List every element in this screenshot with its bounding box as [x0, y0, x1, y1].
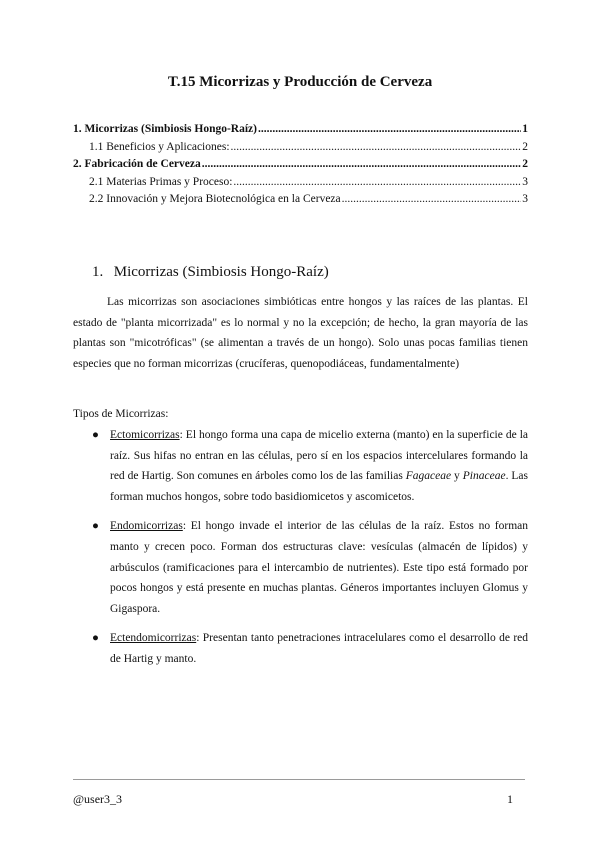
- toc-entry-label: 1.1 Beneficios y Aplicaciones:: [89, 140, 230, 153]
- mycorrhiza-types-list: [92, 425, 528, 679]
- type-term: Ectendomicorrizas: [110, 632, 197, 645]
- section-number: 1.: [92, 264, 104, 280]
- toc-entry-page: 2: [522, 140, 528, 153]
- family-name: Pinaceae: [462, 470, 506, 483]
- types-label: Tipos de Micorrizas:: [73, 408, 169, 420]
- toc-leader-dots: [233, 174, 521, 192]
- bullet-icon: ●: [92, 429, 99, 441]
- family-name: Fagaceae: [405, 470, 452, 483]
- list-item: [92, 516, 528, 619]
- list-item: [92, 628, 528, 669]
- type-description-end: . Las forman muchos hongos, sobre todo basidiomicetos y ascomicetos.: [110, 470, 528, 503]
- toc-entry-page: 1: [522, 123, 528, 135]
- section-heading: [92, 264, 329, 281]
- section-heading-text: Micorrizas (Simbiosis Hongo-Raíz): [113, 264, 329, 280]
- type-description: : El hongo forma una capa de micelio externa (manto) en la superficie de la raíz. Sus hifas no entran en las células, pero sí en los espacios intercelulares formando la red de Hartig. Son comunes en árboles como los de las familias: [110, 429, 528, 483]
- toc-leader-dots: [202, 156, 522, 174]
- footer-divider: [73, 779, 525, 780]
- toc-entry[interactable]: [73, 191, 528, 209]
- bullet-icon: ●: [92, 520, 99, 533]
- toc-entry-label: 2. Fabricación de Cerveza: [73, 158, 201, 170]
- toc-leader-dots: [258, 121, 521, 139]
- toc-entry[interactable]: [73, 139, 528, 157]
- toc-entry-page: 3: [522, 193, 528, 205]
- footer-page-number: 1: [507, 792, 513, 806]
- table-of-contents: [73, 121, 528, 209]
- section-paragraph: Las micorrizas son asociaciones simbióticas entre hongos y las raíces de las plantas. El estado de "planta micorrizada" es lo normal y no la excepción; de hecho, la gran mayoría de las plantas son "micotróficas" (se alimentan a través de un hongo). Solo unas pocas familias tienen especies que no forman micorrizas (crucíferas, quenopodiáceas, fundamentalmente): [73, 296, 528, 370]
- bullet-icon: ●: [92, 632, 99, 645]
- type-description: : El hongo invade el interior de las células de la raíz. Estos no forman manto y crecen poco. Forman dos estructuras clave: vesículas (almacén de lípidos) y arbúsculos (ramificaciones para el intercambio de nutrientes). Este tipo está formado por pocos hongos y está presente en muchas plantas. Géneros importantes incluyen Glomus y Gigaspora.: [110, 520, 528, 615]
- toc-leader-dots: [231, 139, 522, 157]
- toc-entry[interactable]: [73, 156, 528, 174]
- toc-entry-page: 3: [522, 175, 528, 188]
- toc-entry-label: 2.1 Materias Primas y Proceso:: [89, 175, 233, 188]
- toc-entry-page: 2: [522, 158, 528, 170]
- toc-entry[interactable]: [73, 174, 528, 192]
- toc-entry-label: 1. Micorrizas (Simbiosis Hongo-Raíz): [73, 123, 257, 135]
- type-description-connector: y: [451, 470, 463, 483]
- type-term: Ectomicorrizas: [110, 429, 180, 441]
- type-term: Endomicorrizas: [110, 520, 183, 533]
- toc-leader-dots: [342, 191, 522, 209]
- list-item: [92, 425, 528, 507]
- document-title: T.15 Micorrizas y Producción de Cerveza: [167, 74, 433, 90]
- type-description: : Presentan tanto penetraciones intracelulares como el desarrollo de red de Hartig y manto.: [110, 632, 528, 665]
- toc-entry-label: 2.2 Innovación y Mejora Biotecnológica en la Cerveza: [89, 193, 341, 205]
- toc-entry[interactable]: [73, 121, 528, 139]
- footer-author: @user3_3: [73, 792, 123, 806]
